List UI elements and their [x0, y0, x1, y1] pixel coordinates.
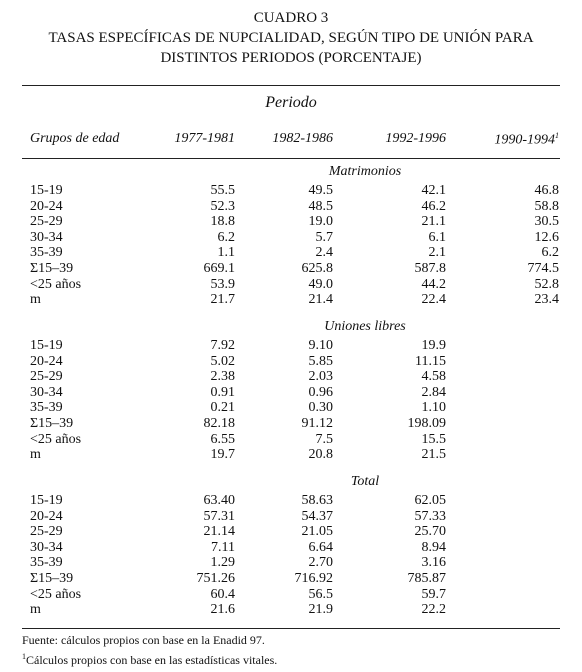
table-cell: 48.5: [308, 198, 333, 214]
table-cell: 2.38: [210, 369, 235, 385]
table-row: [0, 214, 582, 230]
table-cell: 21.9: [308, 602, 333, 618]
table-cell: 6.2: [541, 245, 559, 261]
table-cell: 21.05: [301, 524, 333, 540]
row-label: 15-19: [30, 183, 63, 198]
table-cell: 53.9: [210, 276, 235, 292]
table-row: [0, 183, 582, 199]
table-row: [0, 555, 582, 571]
table-cell: 44.2: [421, 276, 446, 292]
table-title-line-1: TASAS ESPECÍFICAS DE NUPCIALIDAD, SEGÚN TIPO DE UNIÓN PARA: [48, 30, 534, 46]
table-cell: 21.5: [421, 447, 446, 463]
col-header-1977-1981: 1977-1981: [174, 131, 235, 146]
table-cell: 19.9: [421, 338, 446, 353]
table-row: [0, 277, 582, 293]
table-cell: 23.4: [534, 292, 559, 308]
footnote-1: [22, 650, 277, 667]
table-cell: 21.14: [203, 524, 235, 540]
table-row: [0, 230, 582, 246]
col-header-1990-1994: 1990-1994$^1$: [494, 131, 559, 148]
row-label: <25 años: [30, 276, 82, 292]
table-row: [0, 245, 582, 261]
table-row: [0, 385, 582, 401]
table-cell: 7.11: [211, 539, 235, 555]
row-label: 20-24: [30, 198, 63, 214]
footnote-1-text: Cálculos propios con base en las estadísticas vitales.: [26, 653, 278, 667]
bottom-rule: [22, 628, 560, 629]
table-row: [0, 432, 582, 448]
table-cell: 625.8: [301, 261, 333, 276]
row-label: 25-29: [30, 369, 63, 385]
table-cell: 46.2: [421, 198, 446, 214]
row-label: Σ15–39: [30, 416, 74, 431]
table-cell: 3.16: [421, 555, 446, 571]
table-cell: 5.85: [308, 353, 333, 369]
table-cell: 18.8: [210, 214, 235, 230]
table-row: [0, 338, 582, 354]
table-cell: 716.92: [294, 571, 333, 586]
row-label: 15-19: [30, 493, 63, 508]
table-cell: 57.33: [414, 508, 446, 524]
table-cell: 6.55: [210, 431, 235, 447]
table-cell: 91.12: [301, 416, 333, 431]
table-row: [0, 261, 582, 277]
table-cell: 6.1: [428, 229, 446, 245]
table-cell: 25.70: [414, 524, 446, 540]
table-cell: 57.31: [203, 508, 235, 524]
table-cell: 1.10: [421, 400, 446, 416]
table-row: [0, 524, 582, 540]
table-number: CUADRO 3: [253, 10, 329, 26]
table-cell: 4.58: [421, 369, 446, 385]
table-cell: 42.1: [421, 183, 446, 198]
table-cell: 198.09: [407, 416, 446, 431]
table-row: [0, 369, 582, 385]
row-label: 30-34: [30, 229, 63, 245]
table-cell: 46.8: [534, 183, 559, 198]
table-cell: 19.0: [308, 214, 333, 230]
table-cell: 58.8: [534, 198, 559, 214]
table-cell: 751.26: [196, 571, 235, 586]
table-cell: 21.4: [308, 292, 333, 308]
table-cell: 774.5: [527, 261, 559, 276]
table-cell: 12.6: [534, 229, 559, 245]
table-cell: 2.4: [315, 245, 333, 261]
row-label: 15-19: [30, 338, 63, 353]
table-cell: 63.40: [203, 493, 235, 508]
table-cell: 21.6: [210, 602, 235, 618]
table-cell: 49.5: [308, 183, 333, 198]
row-label: Σ15–39: [30, 571, 74, 586]
table-title-line-2: DISTINTOS PERIODOS (PORCENTAJE): [160, 50, 422, 66]
table-cell: 785.87: [407, 571, 446, 586]
header-rule: [22, 158, 560, 159]
table-row: [0, 354, 582, 370]
row-label: 20-24: [30, 508, 63, 524]
table-cell: 21.7: [210, 292, 235, 308]
table-cell: 82.18: [203, 416, 235, 431]
table-cell: 8.94: [421, 539, 446, 555]
table-cell: 1.29: [210, 555, 235, 571]
row-label: <25 años: [30, 586, 82, 602]
section-title: Total: [350, 474, 380, 489]
table-cell: 0.96: [308, 384, 333, 400]
table-row: [0, 509, 582, 525]
table-cell: 9.10: [308, 338, 333, 353]
table-cell: 2.03: [308, 369, 333, 385]
row-label: 35-39: [30, 400, 63, 416]
table-cell: 22.2: [421, 602, 446, 618]
row-label: 30-34: [30, 384, 63, 400]
table-row: [0, 416, 582, 432]
table-cell: 5.7: [315, 229, 333, 245]
table-cell: 669.1: [203, 261, 235, 276]
row-label: <25 años: [30, 431, 82, 447]
row-label: m: [30, 602, 41, 618]
section-title: Uniones libres: [324, 319, 406, 334]
row-label: 20-24: [30, 353, 63, 369]
table-cell: 49.0: [308, 276, 333, 292]
table-cell: 587.8: [414, 261, 446, 276]
source-note: Fuente: cálculos propios con base en la Enadid 97.: [22, 633, 265, 647]
table-cell: 0.21: [210, 400, 235, 416]
table-cell: 2.1: [428, 245, 446, 261]
table-row: [0, 447, 582, 463]
table-row: [0, 602, 582, 618]
table-cell: 59.7: [421, 586, 446, 602]
table-row: [0, 400, 582, 416]
table-cell: 2.70: [308, 555, 333, 571]
table-cell: 7.92: [210, 338, 235, 353]
table-cell: 55.5: [210, 183, 235, 198]
row-label: 25-29: [30, 214, 63, 230]
table-cell: 56.5: [308, 586, 333, 602]
table-row: [0, 540, 582, 556]
row-label: Σ15–39: [30, 261, 74, 276]
top-rule: [22, 85, 560, 86]
table-cell: 7.5: [315, 431, 333, 447]
table-cell: 54.37: [301, 508, 333, 524]
table-cell: 0.30: [308, 400, 333, 416]
row-label: m: [30, 447, 41, 463]
section-title: Matrimonios: [328, 164, 402, 179]
table-cell: 60.4: [210, 586, 235, 602]
row-label: 35-39: [30, 555, 63, 571]
periodo-header: Periodo: [265, 94, 317, 111]
row-label: m: [30, 292, 41, 308]
table-cell: 52.8: [534, 276, 559, 292]
col-header-1982-1986: 1982-1986: [272, 131, 333, 146]
table-cell: 30.5: [534, 214, 559, 230]
table-row: [0, 571, 582, 587]
table-cell: 6.2: [217, 229, 235, 245]
table-cell: 58.63: [301, 493, 333, 508]
row-label: 35-39: [30, 245, 63, 261]
table-cell: 22.4: [421, 292, 446, 308]
footnote-1-marker: 1: [22, 652, 26, 661]
table-cell: 15.5: [421, 431, 446, 447]
row-label: 30-34: [30, 539, 63, 555]
table-cell: 52.3: [210, 198, 235, 214]
table-row: [0, 493, 582, 509]
footnote-marker: 1: [555, 131, 559, 140]
table-row: [0, 292, 582, 308]
table-cell: 62.05: [414, 493, 446, 508]
table-cell: 6.64: [308, 539, 333, 555]
table-cell: 0.91: [210, 384, 235, 400]
row-label: 25-29: [30, 524, 63, 540]
age-groups-header: Grupos de edad: [30, 131, 120, 146]
table-cell: 20.8: [308, 447, 333, 463]
table-cell: 2.84: [421, 384, 446, 400]
table-cell: 11.15: [415, 353, 446, 369]
table-row: [0, 587, 582, 603]
table-cell: 5.02: [210, 353, 235, 369]
col-header-1992-1996: 1992-1996: [385, 131, 446, 146]
table-cell: 1.1: [217, 245, 235, 261]
table-cell: 21.1: [421, 214, 446, 230]
table-cell: 19.7: [210, 447, 235, 463]
table-row: [0, 199, 582, 215]
